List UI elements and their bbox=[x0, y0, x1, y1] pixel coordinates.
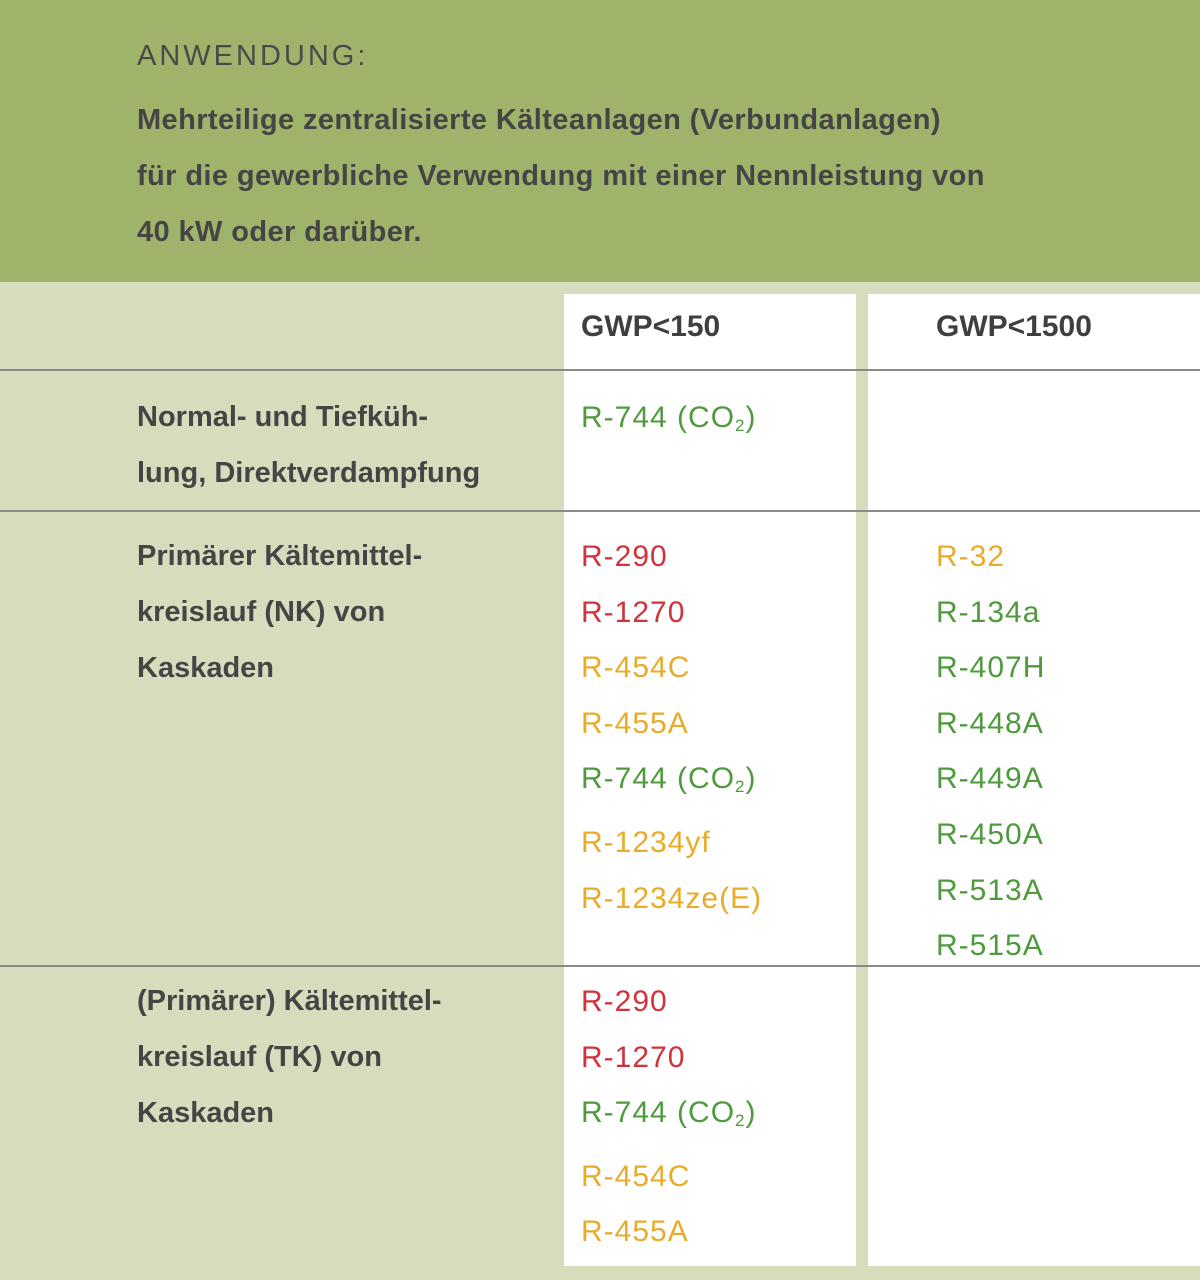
refrigerant-list-row1-gwp150 bbox=[581, 390, 757, 454]
refrigerant-list-row2-gwp150 bbox=[581, 529, 762, 926]
refrigerant-item: R-744 $(CO_2)$ bbox=[581, 401, 757, 435]
refrigerant-item: R-407H bbox=[936, 651, 1046, 685]
refrigerant-item: R-744 $(CO_2)$ bbox=[581, 1096, 757, 1131]
application-label: ANWENDUNG: bbox=[137, 40, 369, 72]
refrigerant-item: R-455A bbox=[581, 706, 689, 740]
row-label-line: kreislauf (TK) von bbox=[137, 1041, 382, 1073]
refrigerant-item: R-290 bbox=[581, 985, 668, 1018]
row-label-line: kreislauf (NK) von bbox=[137, 596, 386, 628]
column-header-gwp150: GWP<150 bbox=[581, 310, 721, 343]
row-divider bbox=[0, 510, 1200, 512]
row-label-line: Kaskaden bbox=[137, 652, 275, 684]
refrigerant-item: R-449A bbox=[936, 762, 1044, 796]
refrigerant-item: R-454C bbox=[581, 651, 691, 685]
refrigerant-item: R-1234ze(E) bbox=[581, 881, 763, 915]
refrigerant-item: R-32 bbox=[936, 540, 1006, 573]
row-label-normal-tiefkuehlung bbox=[137, 389, 480, 501]
refrigerant-item: R-1270 bbox=[581, 595, 686, 629]
refrigerant-item: R-515A bbox=[936, 929, 1044, 963]
refrigerant-item: R-744 $(CO_2)$ bbox=[581, 762, 757, 797]
application-description bbox=[137, 92, 1177, 260]
refrigerant-item: R-455A bbox=[581, 1215, 689, 1249]
row-label-line: Normal- und Tiefküh- bbox=[137, 401, 429, 433]
description-line: Mehrteilige zentralisierte Kälteanlagen (Verbundanlagen) bbox=[137, 104, 941, 136]
refrigerant-list-row3-gwp150 bbox=[581, 974, 757, 1260]
description-line: für die gewerbliche Verwendung mit einer Nennleistung von bbox=[137, 160, 985, 192]
refrigerant-item: R-290 bbox=[581, 540, 668, 573]
refrigerant-item: R-1234yf bbox=[581, 825, 711, 859]
refrigerant-item: R-134a bbox=[936, 595, 1041, 629]
refrigerant-item: R-513A bbox=[936, 873, 1044, 907]
row-label-line: Kaskaden bbox=[137, 1097, 275, 1129]
description-line: 40 kW oder darüber. bbox=[137, 216, 422, 248]
application-header bbox=[0, 0, 1200, 282]
row-label-line: Primärer Kältemittel- bbox=[137, 540, 423, 572]
refrigerant-item: R-1270 bbox=[581, 1040, 686, 1074]
row-divider bbox=[0, 369, 1200, 371]
row-label-line: (Primärer) Kältemittel- bbox=[137, 985, 442, 1017]
refrigerant-list-row2-gwp1500 bbox=[936, 529, 1045, 974]
refrigerant-item: R-450A bbox=[936, 817, 1044, 851]
refrigerant-item: R-454C bbox=[581, 1159, 691, 1193]
row-label-line: lung, Direktverdampfung bbox=[137, 457, 481, 489]
column-header-gwp1500: GWP<1500 bbox=[936, 310, 1092, 343]
row-label-primaer-tk bbox=[137, 973, 442, 1141]
row-label-primaer-nk bbox=[137, 528, 422, 696]
refrigerant-item: R-448A bbox=[936, 706, 1044, 740]
